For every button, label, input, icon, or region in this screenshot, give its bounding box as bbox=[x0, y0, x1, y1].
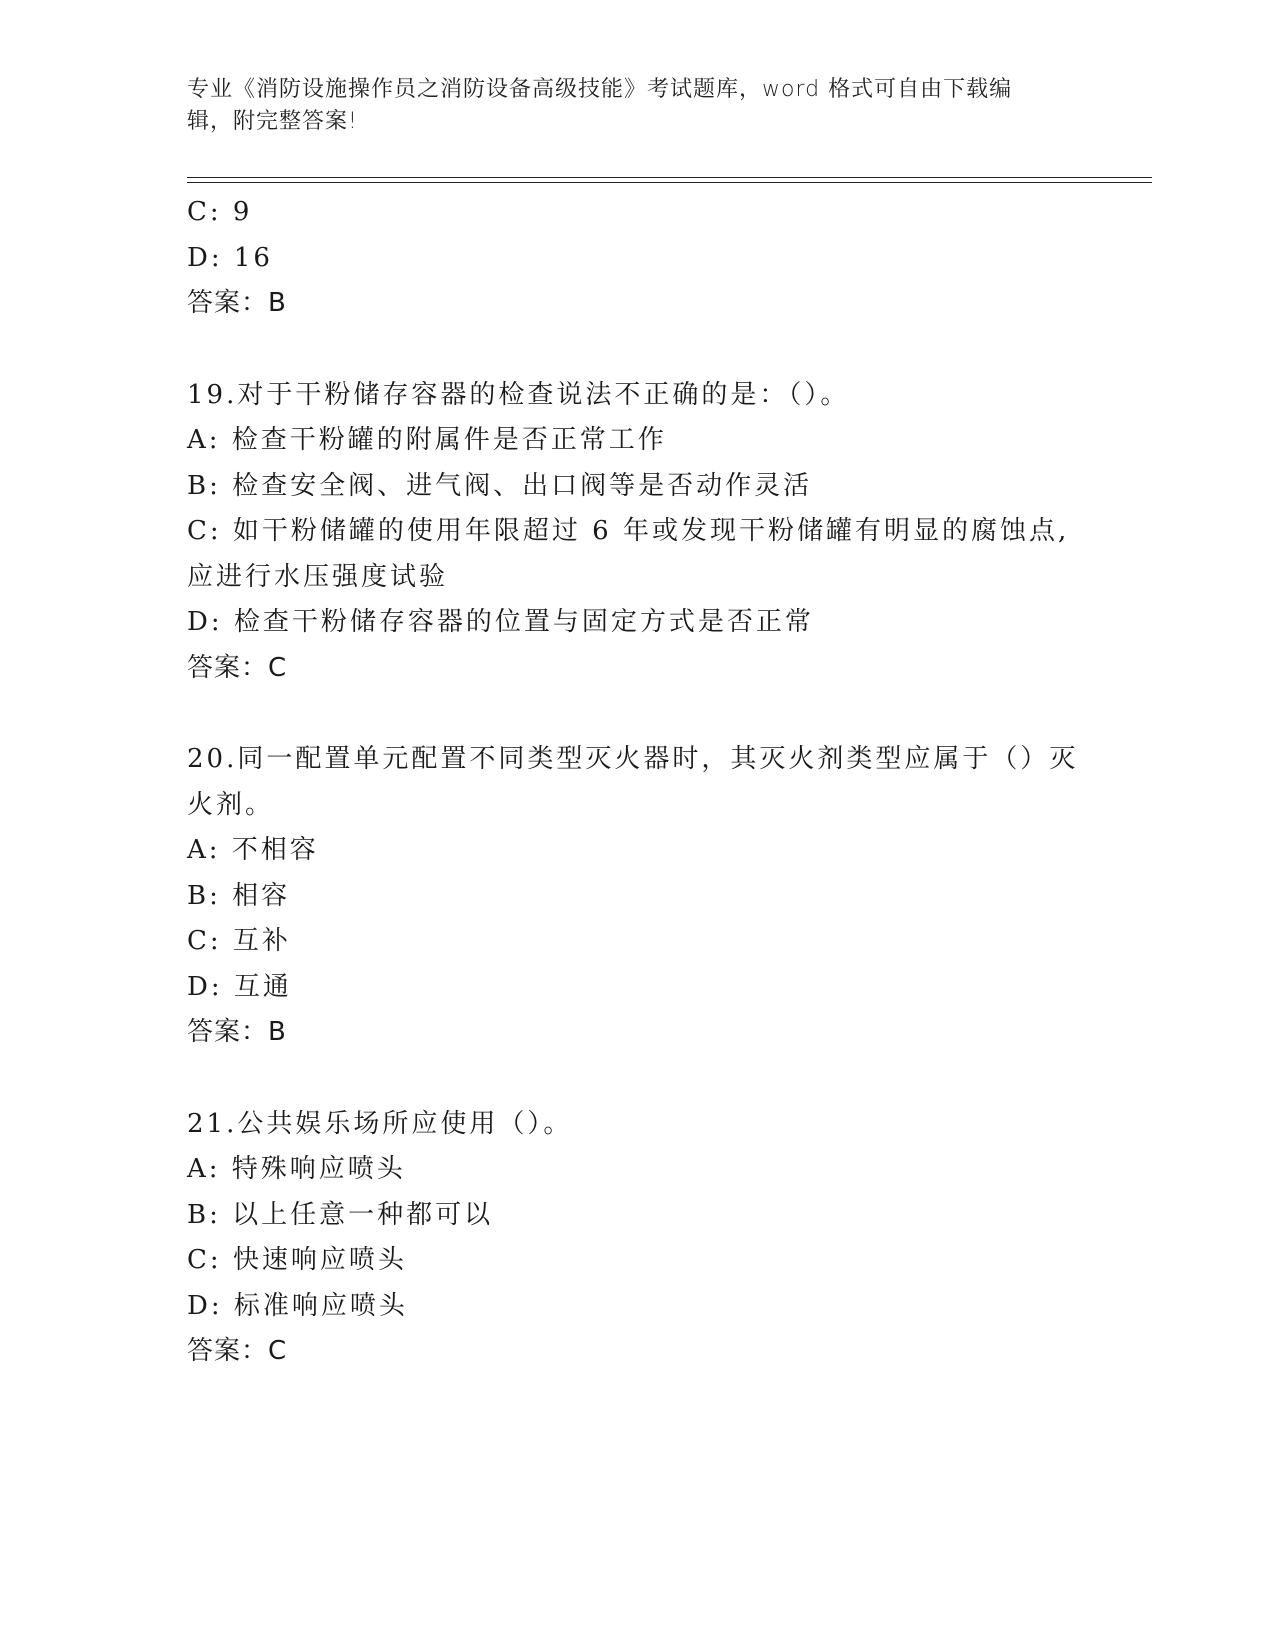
answer-line: 答案：C bbox=[187, 1336, 288, 1366]
spacer bbox=[187, 327, 1087, 373]
option-d: D: 互通 bbox=[187, 971, 292, 1002]
option-a: A: 检查干粉罐的附属件是否正常工作 bbox=[187, 425, 667, 455]
question-stem: 19.对于干粉储存容器的检查说法不正确的是：（）。 bbox=[187, 379, 850, 410]
option-c: C: 互补 bbox=[187, 926, 291, 956]
option-c: C: 快速响应喷头 bbox=[187, 1245, 407, 1275]
option-d: D: 16 bbox=[187, 242, 273, 273]
header-line-1: 专业《消防设施操作员之消防设备高级技能》考试题库，word 格式可自由下载编 bbox=[187, 77, 1013, 102]
option-d: D: 检查干粉储存容器的位置与固定方式是否正常 bbox=[187, 607, 814, 637]
option-a: A: 不相容 bbox=[187, 835, 319, 865]
question-block-18 bbox=[187, 190, 1087, 327]
spacer bbox=[187, 1056, 1087, 1102]
header-rule-bottom bbox=[187, 182, 1152, 183]
question-block-20 bbox=[187, 737, 1087, 1056]
option-a: A: 特殊响应喷头 bbox=[187, 1154, 406, 1184]
option-b: B: 相容 bbox=[187, 880, 291, 911]
question-block-21 bbox=[187, 1102, 1087, 1375]
question-stem-continued: 火剂。 bbox=[187, 789, 275, 820]
option-c-continued: 应进行水压强度试验 bbox=[187, 561, 449, 592]
document-header bbox=[187, 74, 1067, 138]
question-list bbox=[187, 190, 1087, 1375]
option-b: B: 以上任意一种都可以 bbox=[187, 1199, 494, 1230]
question-stem: 21.公共娱乐场所应使用（）。 bbox=[187, 1108, 573, 1139]
answer-line: 答案：C bbox=[187, 652, 288, 683]
option-c: C: 9 bbox=[187, 197, 253, 227]
question-stem: 20.同一配置单元配置不同类型灭火器时，其灭火剂类型应属于（）灭 bbox=[187, 744, 1079, 774]
question-block-19 bbox=[187, 373, 1087, 692]
answer-line: 答案：B bbox=[187, 1017, 287, 1047]
spacer bbox=[187, 691, 1087, 737]
header-rule-top bbox=[187, 177, 1152, 178]
option-b: B: 检查安全阀、进气阀、出口阀等是否动作灵活 bbox=[187, 470, 813, 501]
option-c: C: 如干粉储罐的使用年限超过 6 年或发现干粉储罐有明显的腐蚀点, bbox=[187, 516, 1070, 546]
header-line-2: 辑，附完整答案! bbox=[187, 109, 358, 134]
option-d: D: 标准响应喷头 bbox=[187, 1290, 408, 1321]
answer-line: 答案：B bbox=[187, 288, 287, 318]
